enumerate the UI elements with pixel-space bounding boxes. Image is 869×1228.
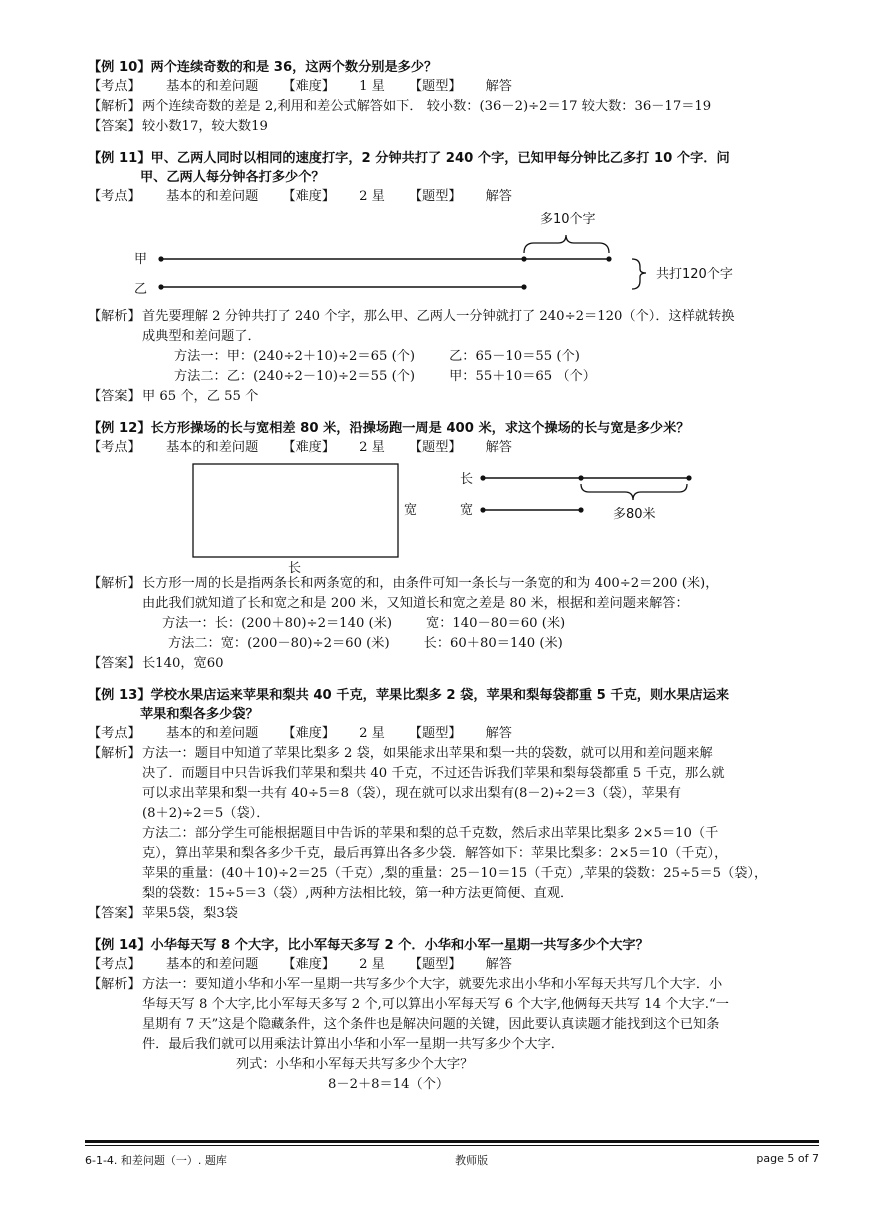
rectangle-diagram	[88, 458, 818, 574]
method-1: 方法一：甲：(240÷2＋10)÷2＝65 (个) 乙：65－10＝55 (个)	[174, 349, 580, 364]
label-jia: 甲	[134, 252, 148, 267]
label-chang: 长	[460, 472, 474, 487]
meta-row: 【考点】 基本的和差问题 【难度】 2 星 【题型】 解答	[88, 440, 512, 455]
example-title: 【例 11】甲、乙两人同时以相同的速度打字，2 分钟共打了 240 个字，已知甲每分钟比乙多打 10 个字．问 甲、乙两人每分钟各打多少个？	[88, 151, 730, 185]
meta-row: 【考点】 基本的和差问题 【难度】 2 星 【题型】 解答	[88, 957, 512, 972]
label-extra: 多10个字	[540, 212, 596, 227]
answer: 【答案】 苹果5袋，梨3袋	[88, 906, 238, 921]
label-width: 宽	[404, 503, 418, 518]
analysis: 【解析】 方法一：题目中知道了苹果比梨多 2 袋，如果能求出苹果和梨一共的袋数，就可以用和差问题来解 决了．而题目中只告诉我们苹果和梨共 40 千克，不过还告诉我们苹果和梨每袋都重 5 千克，那么就 可以求出苹果和梨一共有 40÷5＝8（袋），现在就可以求出梨有(8－2)÷2＝3（袋），苹果有 (8＋2)÷2＝5（袋）． 方法二：部分学生可能根据题目中告诉的苹果和梨的总千克数，然后求出苹果比梨多 2×5＝10（千 克），算出苹果和梨各多少千克，最后再算出各多少袋．解答如下：苹果比梨多：2×5＝10（千克）， 苹果的重量：(40＋10)÷2＝25（千克）,梨的重量：25－10＝15（千克）,苹果的袋数：25÷5＝5（袋）， 梨的袋数：15÷5＝3（袋）,两种方法相比较，第一种方法更简便、直观．	[88, 746, 768, 901]
example-title: 【例 14】小华每天写 8 个大字，比小军每天多写 2 个．小华和小军一星期一共写多少个大字？	[88, 938, 649, 953]
label-length: 长	[288, 561, 302, 574]
method-1: 方法一：长：(200＋80)÷2＝140 (米) 宽：140－80＝60 (米)	[162, 616, 566, 631]
label-kuan: 宽	[460, 503, 474, 518]
footer-left: 6-1-4. 和差问题（一）. 题库	[85, 1154, 227, 1167]
example-14	[88, 936, 818, 1095]
answer: 【答案】 长140，宽60	[88, 656, 224, 671]
example-title: 【例 13】学校水果店运来苹果和梨共 40 千克，苹果比梨多 2 袋，苹果和梨每袋都重 5 千克，则水果店运来 苹果和梨各多少袋？	[88, 688, 730, 722]
label-yi: 乙	[134, 282, 148, 297]
analysis: 【解析】 方法一：要知道小华和小军一星期一共写多少个大字，就要先求出小华和小军每天共写几个大字．小 华每天写 8 个大字,比小军每天多写 2 个,可以算出小军每天写 6 个大字,他俩每天共写 14 个大字.“一 星期有 7 天”这是个隐藏条件，这个条件也是解决问题的关键，因此要认真读题才能找到这个已知条 件．最后我们就可以用乘法计算出小华和小军一星期一共写多少个大字．	[88, 977, 729, 1052]
example-11	[88, 149, 818, 407]
formula: 8－2＋8＝14（个）	[328, 1077, 450, 1092]
example-title: 【例 12】长方形操场的长与宽相差 80 米，沿操场跑一周是 400 米，求这个操场的长与宽是多少米？	[88, 421, 690, 436]
line-diagram-typing	[88, 207, 818, 307]
label-diff: 多80米	[613, 507, 656, 522]
meta-row: 【考点】 基本的和差问题 【难度】 2 星 【题型】 解答	[88, 189, 512, 204]
formula-label: 列式：小华和小军每天共写多少个大字？	[236, 1057, 474, 1072]
example-10	[88, 58, 818, 137]
page-content	[88, 58, 818, 1107]
meta-row: 【考点】 基本的和差问题 【难度】 2 星 【题型】 解答	[88, 726, 512, 741]
answer: 【答案】 较小数17，较大数19	[88, 119, 268, 134]
example-12	[88, 419, 818, 674]
footer-center: 教师版	[455, 1154, 489, 1167]
analysis: 【解析】 长方形一周的长是指两条长和两条宽的和，由条件可知一条长与一条宽的和为 400÷2＝200 (米)， 由此我们就知道了长和宽之和是 200 米，又知道长和宽之差是 80 米，根据和差问题来解答：	[88, 576, 719, 611]
method-2: 方法二：宽：(200－80)÷2＝60 (米) 长：60＋80＝140 (米)	[168, 636, 563, 651]
footer-right: page 5 of 7	[756, 1152, 819, 1165]
page-footer	[85, 1140, 819, 1168]
method-2: 方法二：乙：(240÷2－10)÷2＝55 (个) 甲：55＋10＝65 （个）	[174, 369, 596, 384]
example-title: 【例 10】两个连续奇数的和是 36，这两个数分别是多少？	[88, 60, 438, 75]
analysis: 【解析】 两个连续奇数的差是 2,利用和差公式解答如下． 较小数：(36－2)÷2＝17 较大数：36－17＝19	[88, 99, 712, 114]
meta-row: 【考点】 基本的和差问题 【难度】 1 星 【题型】 解答	[88, 79, 512, 94]
answer: 【答案】 甲 65 个，乙 55 个	[88, 389, 259, 404]
analysis: 【解析】 首先要理解 2 分钟共打了 240 个字，那么甲、乙两人一分钟就打了 240÷2＝120（个）．这样就转换 成典型和差问题了．	[88, 309, 735, 344]
example-13	[88, 686, 818, 924]
label-total: 共打120个字	[656, 267, 733, 282]
